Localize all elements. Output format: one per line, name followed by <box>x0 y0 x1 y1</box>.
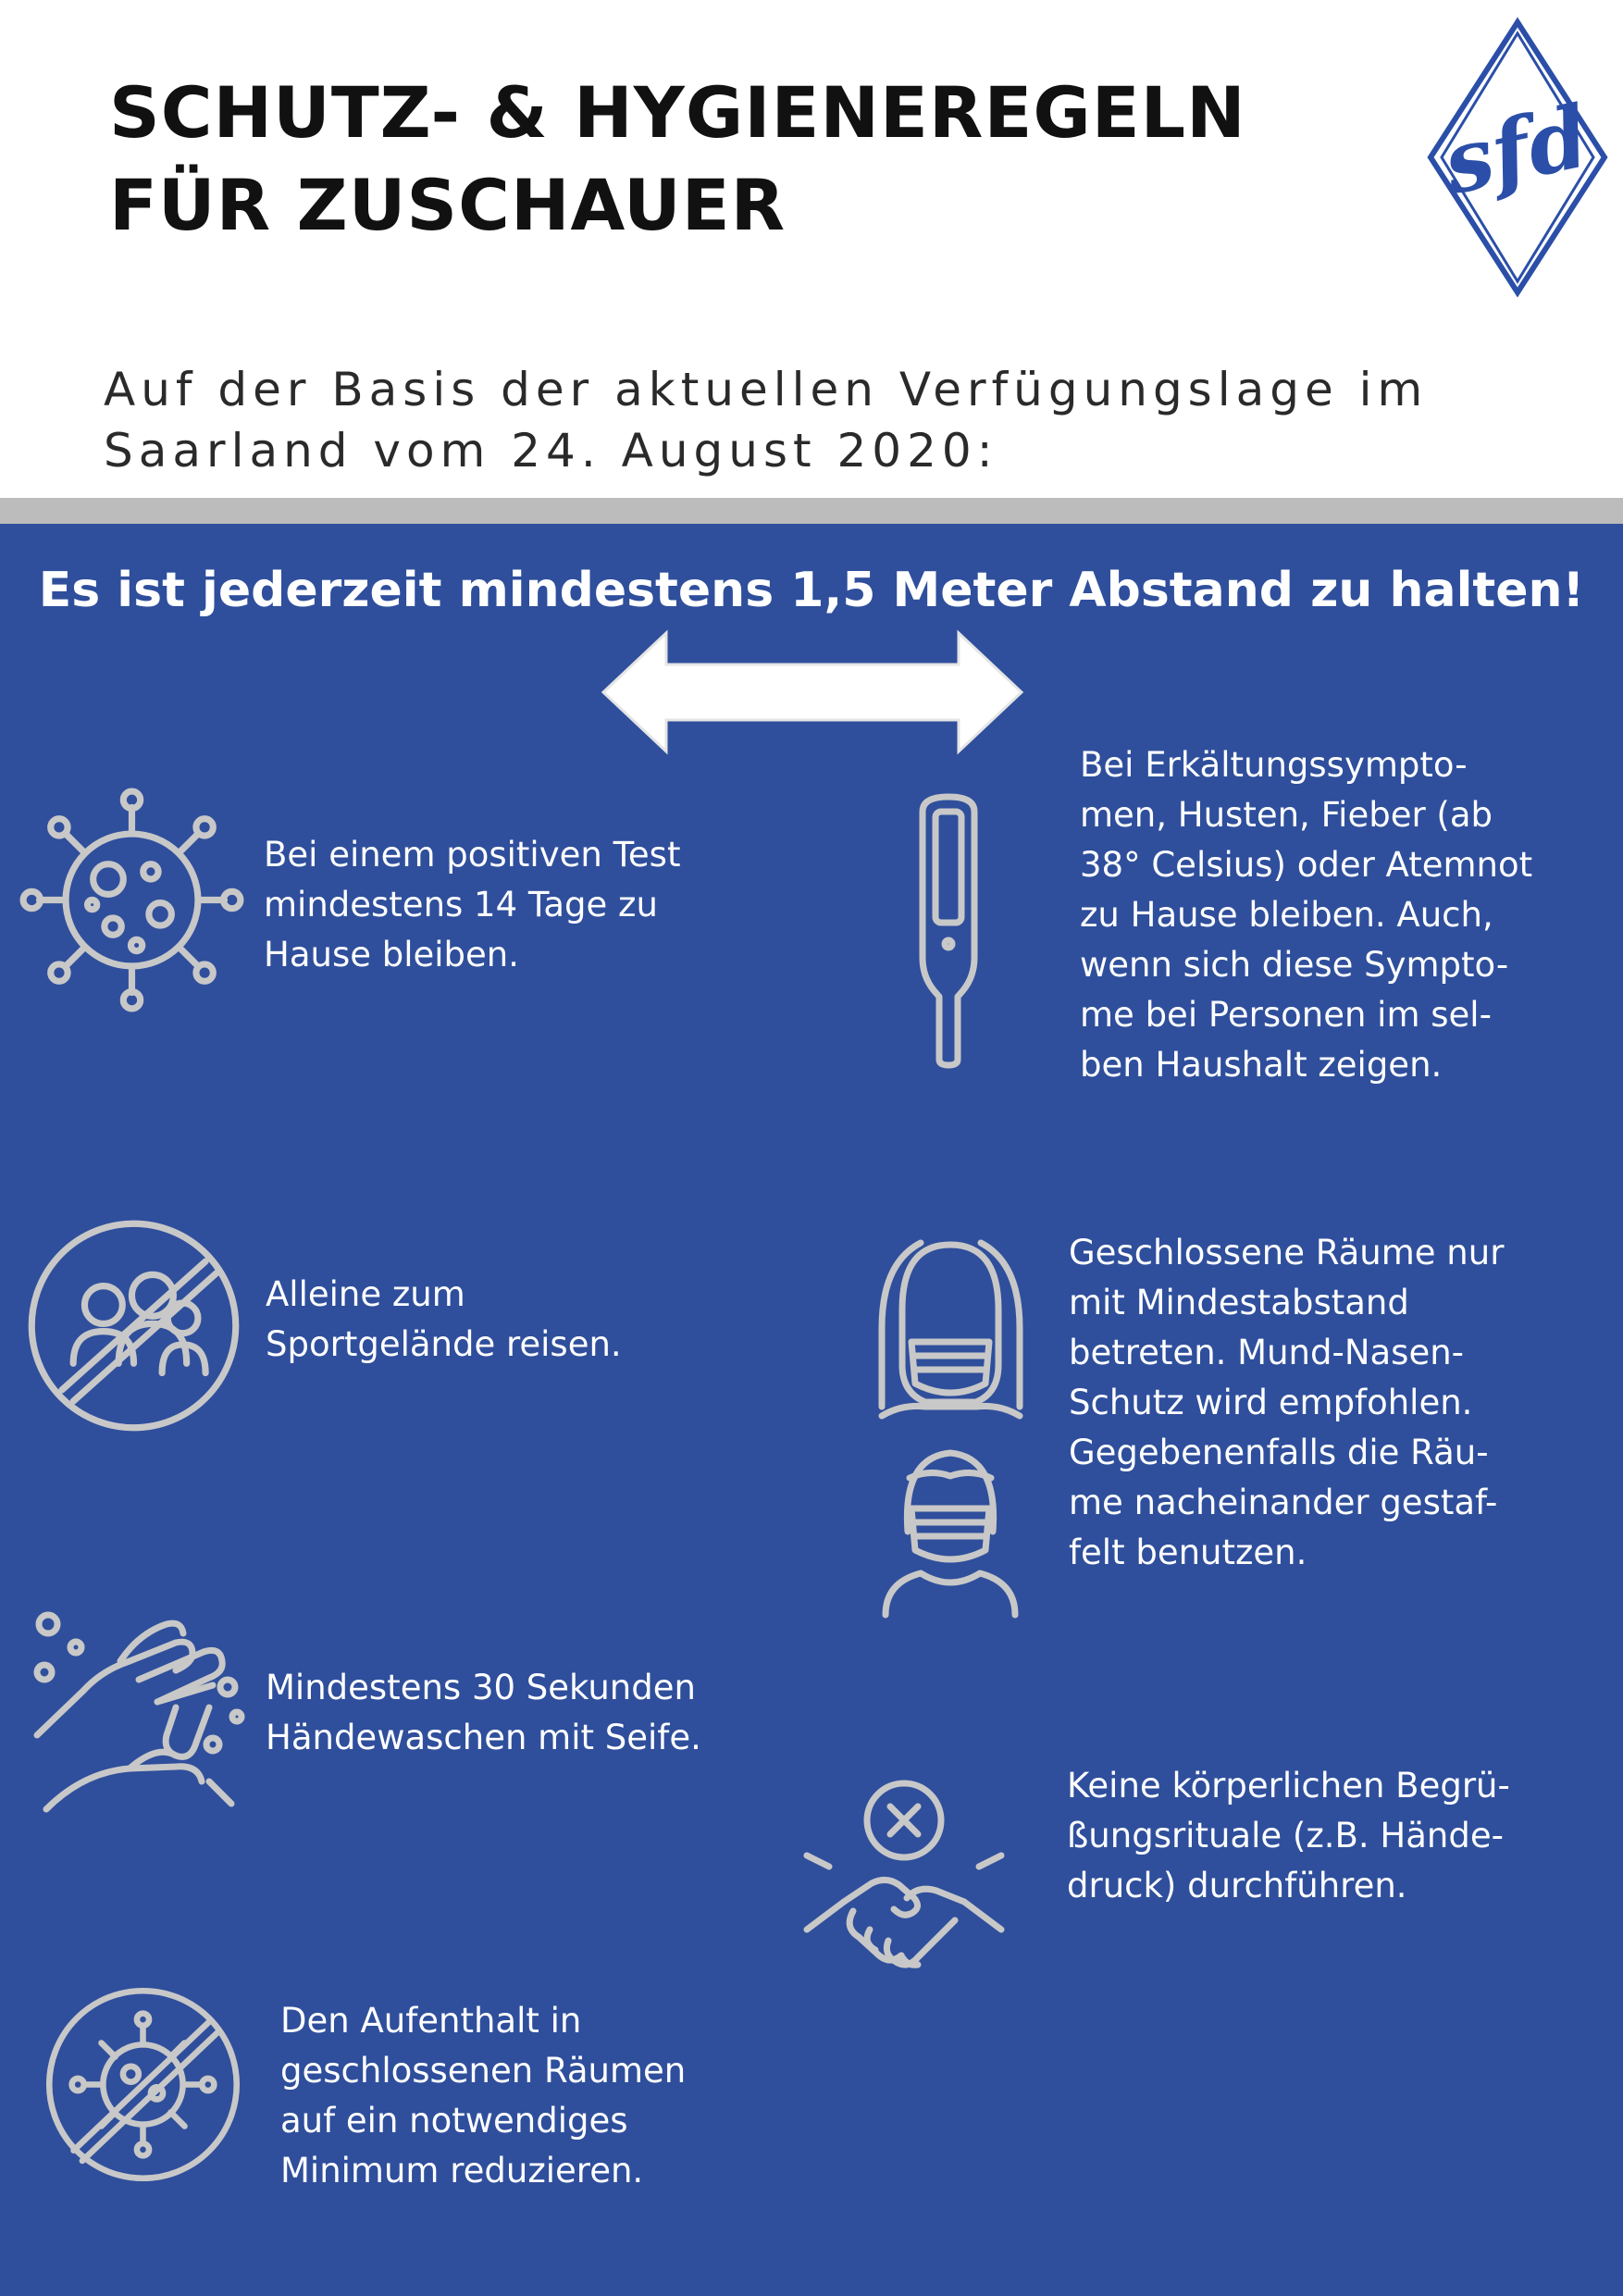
masked-people-icon <box>874 1226 1027 1624</box>
virus-icon <box>19 787 245 1013</box>
rule-line: 38° Celsius) oder Atemnot <box>1080 845 1533 885</box>
hand-washing-icon <box>28 1606 259 1818</box>
rule-line: Minimum reduzieren. <box>280 2151 644 2191</box>
rule-line: mindestens 14 Tage zu <box>264 885 658 925</box>
rule-line: Bei einem positiven Test <box>264 835 681 875</box>
rule-no-greeting <box>1067 1761 1510 1911</box>
rule-line: druck) durchführen. <box>1067 1866 1407 1905</box>
rule-line: ßungsrituale (z.B. Hände- <box>1067 1816 1504 1855</box>
title-line-1: SCHUTZ- & HYGIENEREGELN <box>109 71 1246 154</box>
rule-minimize-stay <box>280 1996 686 2196</box>
rule-line: felt benutzen. <box>1069 1533 1307 1572</box>
double-arrow-icon <box>600 627 1025 757</box>
logo-text: sfd <box>1434 86 1597 215</box>
rule-line: ben Haushalt zeigen. <box>1080 1045 1443 1085</box>
rule-line: Keine körperlichen Begrü- <box>1067 1766 1510 1806</box>
title-line-2: FÜR ZUSCHAUER <box>109 164 787 246</box>
divider-bar <box>0 498 1623 524</box>
rule-line: geschlossenen Räumen <box>280 2051 687 2091</box>
rule-line: Sportgelände reisen. <box>266 1324 622 1364</box>
page-title <box>109 67 1266 252</box>
rule-symptoms <box>1080 740 1532 1090</box>
rule-line: me nacheinander gestaf- <box>1069 1483 1498 1522</box>
rule-line: Alleine zum <box>266 1274 465 1314</box>
rule-line: me bei Personen im sel- <box>1080 995 1492 1035</box>
rule-line: betreten. Mund-Nasen- <box>1069 1333 1465 1372</box>
distance-headline: Es ist jederzeit mindestens 1,5 Meter Abstand zu halten! <box>38 563 1585 618</box>
rule-line: Den Aufenthalt in <box>280 2001 582 2041</box>
rule-line: men, Husten, Fieber (ab <box>1080 795 1493 835</box>
subtitle-line-1: Auf der Basis der aktuellen Verfügungslage im <box>104 363 1429 416</box>
rule-positive-test <box>264 830 680 980</box>
rule-line: Bei Erkältungssympto- <box>1080 745 1468 785</box>
subtitle-line-2: Saarland vom 24. August 2020: <box>104 424 998 478</box>
rule-closed-rooms <box>1069 1228 1504 1578</box>
rule-line: auf ein notwendiges <box>280 2101 628 2141</box>
no-virus-icon <box>39 1980 247 2189</box>
rule-line: Mindestens 30 Sekunden <box>266 1668 696 1707</box>
no-handshake-icon <box>798 1772 1010 1994</box>
no-group-icon <box>20 1212 247 1439</box>
rule-travel-alone <box>266 1270 622 1370</box>
subtitle <box>104 359 1510 481</box>
rule-line: Schutz wird empfohlen. <box>1069 1383 1473 1422</box>
rule-line: Geschlossene Räume nur <box>1069 1233 1505 1272</box>
rule-line: mit Mindestabstand <box>1069 1283 1409 1322</box>
rule-line: wenn sich diese Sympto- <box>1080 945 1509 985</box>
rule-line: Gegebenenfalls die Räu- <box>1069 1433 1489 1472</box>
rule-line: zu Hause bleiben. Auch, <box>1080 895 1493 935</box>
rule-line: Händewaschen mit Seife. <box>266 1718 701 1757</box>
club-logo <box>1425 17 1610 299</box>
thermometer-icon <box>911 791 985 1069</box>
rule-line: Hause bleiben. <box>264 935 520 974</box>
rule-hand-washing <box>266 1663 701 1763</box>
